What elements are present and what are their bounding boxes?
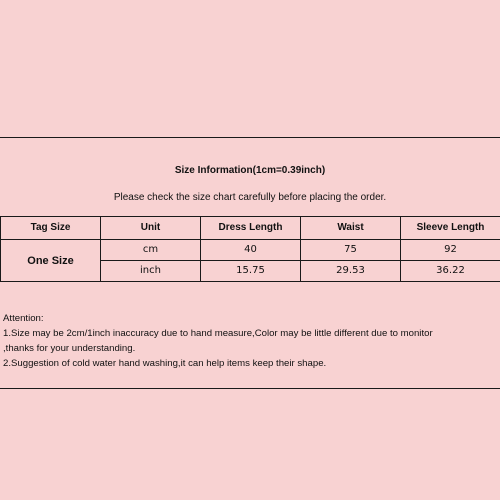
header-waist: Waist <box>301 217 401 240</box>
size-chart-table <box>0 216 500 282</box>
bottom-divider <box>0 388 500 389</box>
size-info-title: Size Information(1cm=0.39inch) <box>174 165 326 176</box>
table-header-row <box>1 217 500 240</box>
table-row <box>1 240 500 261</box>
sleeve-length-cell: 36.22 <box>401 261 500 282</box>
attention-heading: Attention: <box>3 313 44 324</box>
waist-cell: 75 <box>301 240 401 261</box>
top-divider <box>0 137 500 138</box>
sleeve-length-cell: 92 <box>401 240 500 261</box>
unit-cell: cm <box>101 240 201 261</box>
attention-note-1-continued: ,thanks for your understanding. <box>3 343 136 354</box>
dress-length-cell: 15.75 <box>201 261 301 282</box>
attention-notes <box>3 311 498 371</box>
attention-note-1: 1.Size may be 2cm/1inch inaccuracy due to hand measure,Color may be little different due to monitor <box>3 328 433 339</box>
waist-cell: 29.53 <box>301 261 401 282</box>
size-info-subtitle: Please check the size chart carefully before placing the order. <box>113 192 387 203</box>
attention-note-2: 2.Suggestion of cold water hand washing,it can help items keep their shape. <box>3 358 327 369</box>
unit-cell: inch <box>101 261 201 282</box>
header-tag-size: Tag Size <box>1 217 101 240</box>
header-dress-length: Dress Length <box>201 217 301 240</box>
header-sleeve-length: Sleeve Length <box>401 217 500 240</box>
dress-length-cell: 40 <box>201 240 301 261</box>
header-unit: Unit <box>101 217 201 240</box>
tag-size-cell: One Size <box>1 240 101 282</box>
